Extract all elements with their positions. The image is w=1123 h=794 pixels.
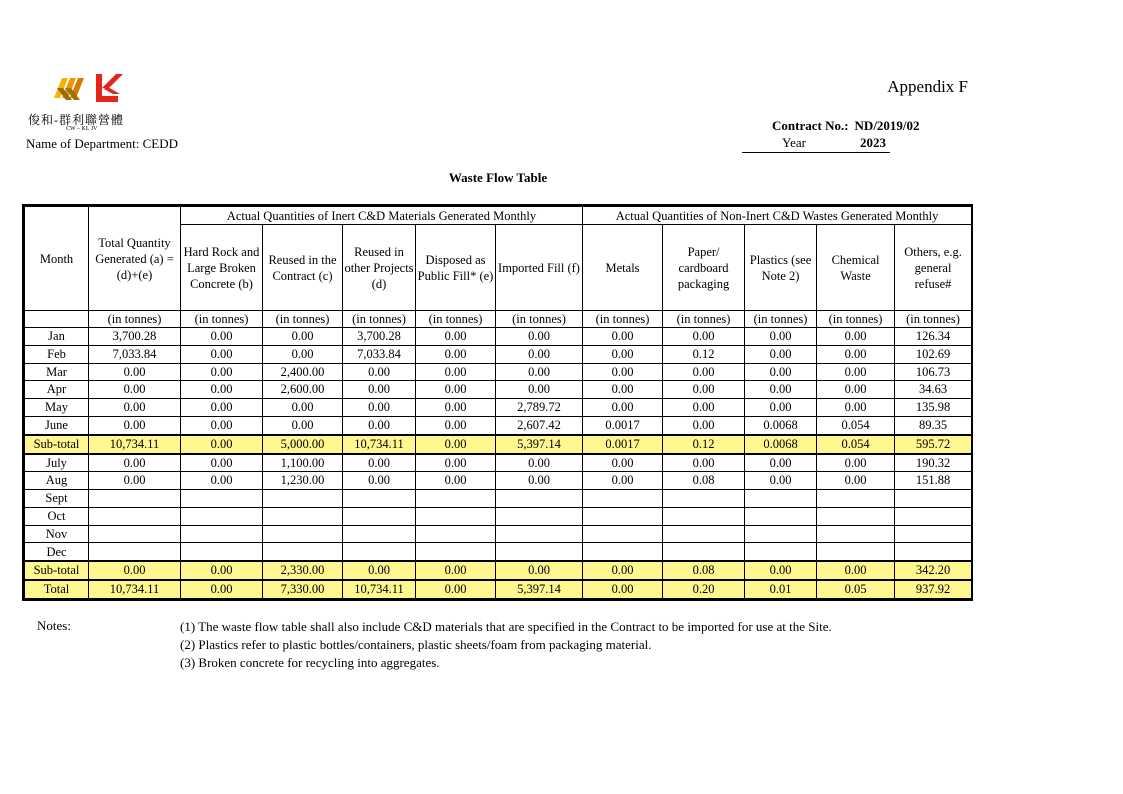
value-cell: 0.00 [416, 381, 496, 399]
month-cell: May [25, 399, 89, 417]
value-cell: 3,700.28 [343, 328, 416, 346]
value-cell: 0.00 [416, 561, 496, 580]
table-row [25, 345, 972, 363]
month-cell: Dec [25, 543, 89, 561]
value-cell: 0.00 [89, 381, 181, 399]
value-cell [583, 543, 663, 561]
value-cell: 0.00 [416, 435, 496, 454]
note-3: (3) Broken concrete for recycling into aggregates. [180, 655, 440, 670]
value-cell: 89.35 [895, 416, 972, 434]
value-cell: 5,397.14 [496, 580, 583, 598]
unit-cell: (in tonnes) [496, 311, 583, 328]
value-cell: 0.00 [89, 472, 181, 490]
value-cell: 0.00 [583, 399, 663, 417]
value-cell [343, 507, 416, 525]
value-cell: 0.00 [263, 345, 343, 363]
value-cell: 0.0068 [745, 435, 817, 454]
value-cell [663, 525, 745, 543]
noninert-group-header: Actual Quantities of Non-Inert C&D Wastes Generated Monthly [583, 207, 972, 225]
value-cell [496, 543, 583, 561]
value-cell: 5,000.00 [263, 435, 343, 454]
table-row [25, 416, 972, 434]
value-cell [663, 543, 745, 561]
value-cell [181, 525, 263, 543]
value-cell: 0.00 [89, 561, 181, 580]
value-cell [895, 490, 972, 508]
value-cell: 126.34 [895, 328, 972, 346]
month-cell: Aug [25, 472, 89, 490]
value-cell: 0.00 [745, 345, 817, 363]
value-cell: 0.00 [181, 345, 263, 363]
value-cell: 0.00 [817, 363, 895, 381]
value-cell [583, 525, 663, 543]
value-cell: 2,600.00 [263, 381, 343, 399]
value-cell: 342.20 [895, 561, 972, 580]
value-cell: 0.00 [181, 435, 263, 454]
value-cell: 0.00 [416, 472, 496, 490]
value-cell: 0.08 [663, 472, 745, 490]
value-cell: 0.00 [181, 561, 263, 580]
value-cell: 0.00 [817, 561, 895, 580]
value-cell: 0.00 [343, 399, 416, 417]
value-cell [745, 543, 817, 561]
value-cell: 0.00 [89, 416, 181, 434]
value-cell: 0.00 [745, 561, 817, 580]
value-cell [895, 507, 972, 525]
value-cell [263, 543, 343, 561]
value-cell: 0.00 [496, 345, 583, 363]
value-cell: 0.00 [583, 454, 663, 472]
value-cell: 0.054 [817, 416, 895, 434]
value-cell: 0.00 [416, 399, 496, 417]
year-value: 2023 [860, 135, 886, 150]
value-cell: 0.00 [663, 381, 745, 399]
value-cell: 0.00 [89, 454, 181, 472]
value-cell: 10,734.11 [89, 580, 181, 598]
value-cell: 0.00 [181, 399, 263, 417]
value-cell [745, 525, 817, 543]
value-cell: 106.73 [895, 363, 972, 381]
value-cell: 0.00 [89, 363, 181, 381]
value-cell: 0.00 [416, 416, 496, 434]
value-cell [583, 507, 663, 525]
value-cell: 0.00 [343, 363, 416, 381]
value-cell [89, 543, 181, 561]
month-cell: July [25, 454, 89, 472]
value-cell: 3,700.28 [89, 328, 181, 346]
value-cell [343, 543, 416, 561]
value-cell [817, 525, 895, 543]
value-cell: 0.0068 [745, 416, 817, 434]
column-header: Reused in other Projects (d) [343, 225, 416, 311]
value-cell [181, 543, 263, 561]
value-cell: 0.00 [583, 472, 663, 490]
value-cell [583, 490, 663, 508]
value-cell [263, 525, 343, 543]
value-cell: 0.00 [263, 399, 343, 417]
table-row [25, 454, 972, 472]
value-cell: 0.054 [817, 435, 895, 454]
value-cell [181, 490, 263, 508]
value-cell [496, 525, 583, 543]
value-cell: 2,789.72 [496, 399, 583, 417]
value-cell: 10,734.11 [343, 435, 416, 454]
month-cell: Oct [25, 507, 89, 525]
value-cell: 0.00 [181, 328, 263, 346]
value-cell: 151.88 [895, 472, 972, 490]
column-header: Hard Rock and Large Broken Concrete (b) [181, 225, 263, 311]
value-cell: 0.00 [89, 399, 181, 417]
value-cell [663, 507, 745, 525]
value-cell: 0.08 [663, 561, 745, 580]
value-cell: 0.00 [663, 399, 745, 417]
value-cell: 0.00 [663, 454, 745, 472]
value-cell: 0.12 [663, 345, 745, 363]
value-cell: 0.00 [583, 381, 663, 399]
value-cell: 0.00 [663, 328, 745, 346]
table-title: Waste Flow Table [448, 170, 548, 185]
value-cell [416, 507, 496, 525]
value-cell: 0.0017 [583, 416, 663, 434]
value-cell: 2,330.00 [263, 561, 343, 580]
table-row [25, 490, 972, 508]
value-cell: 0.00 [343, 454, 416, 472]
waste-flow-table [22, 204, 973, 601]
value-cell: 0.00 [416, 328, 496, 346]
notes-label: Notes: [37, 618, 71, 633]
year-row [742, 135, 890, 153]
value-cell [343, 490, 416, 508]
value-cell [745, 507, 817, 525]
unit-cell: (in tonnes) [416, 311, 496, 328]
value-cell: 0.00 [181, 381, 263, 399]
value-cell [895, 525, 972, 543]
value-cell [745, 490, 817, 508]
value-cell: 0.00 [181, 363, 263, 381]
unit-cell: (in tonnes) [663, 311, 745, 328]
value-cell: 0.00 [416, 345, 496, 363]
value-cell: 0.0017 [583, 435, 663, 454]
value-cell: 1,230.00 [263, 472, 343, 490]
value-cell [817, 490, 895, 508]
value-cell: 0.00 [745, 328, 817, 346]
value-cell [895, 543, 972, 561]
value-cell: 0.05 [817, 580, 895, 598]
table-row [25, 435, 972, 454]
table-row [25, 507, 972, 525]
column-header: Paper/ cardboard packaging [663, 225, 745, 311]
unit-cell: (in tonnes) [263, 311, 343, 328]
value-cell [89, 507, 181, 525]
value-cell: 0.00 [745, 399, 817, 417]
value-cell: 0.00 [181, 416, 263, 434]
column-header: Chemical Waste [817, 225, 895, 311]
column-header: Imported Fill (f) [496, 225, 583, 311]
value-cell: 7,330.00 [263, 580, 343, 598]
month-cell: Jan [25, 328, 89, 346]
month-cell: Mar [25, 363, 89, 381]
month-header: Month [25, 207, 89, 311]
value-cell: 0.00 [343, 561, 416, 580]
value-cell: 0.00 [181, 472, 263, 490]
month-cell: Nov [25, 525, 89, 543]
table-row [25, 328, 972, 346]
note-2: (2) Plastics refer to plastic bottles/containers, plastic sheets/foam from packaging material. [180, 637, 652, 652]
unit-cell: (in tonnes) [583, 311, 663, 328]
table-row [25, 561, 972, 580]
value-cell: 2,607.42 [496, 416, 583, 434]
table-row [25, 580, 972, 598]
value-cell: 0.00 [817, 454, 895, 472]
unit-cell: (in tonnes) [343, 311, 416, 328]
value-cell: 937.92 [895, 580, 972, 598]
value-cell: 0.00 [583, 561, 663, 580]
table-row [25, 543, 972, 561]
value-cell: 190.32 [895, 454, 972, 472]
value-cell: 1,100.00 [263, 454, 343, 472]
column-header: Others, e.g. general refuse# [895, 225, 972, 311]
value-cell: 0.00 [745, 454, 817, 472]
value-cell [416, 525, 496, 543]
note-1: (1) The waste flow table shall also include C&D materials that are specified in the Contract to be imported for use at the Site. [180, 619, 832, 634]
value-cell [496, 490, 583, 508]
table-row [25, 525, 972, 543]
logo-chinese-text: 俊和-群利聯營體 [28, 113, 124, 127]
contract-value: ND/2019/02 [854, 118, 920, 133]
value-cell: 0.00 [496, 363, 583, 381]
value-cell: 0.00 [745, 472, 817, 490]
value-cell [181, 507, 263, 525]
value-cell: 5,397.14 [496, 435, 583, 454]
value-cell: 0.01 [745, 580, 817, 598]
unit-cell: (in tonnes) [817, 311, 895, 328]
year-label: Year [782, 135, 806, 150]
cw-logo-icon [54, 78, 84, 100]
notes [180, 618, 832, 672]
value-cell: 0.00 [745, 363, 817, 381]
value-cell: 0.00 [817, 399, 895, 417]
value-cell: 0.12 [663, 435, 745, 454]
month-cell: Sub-total [25, 561, 89, 580]
unit-cell: (in tonnes) [895, 311, 972, 328]
value-cell [496, 507, 583, 525]
month-cell: Feb [25, 345, 89, 363]
month-cell: June [25, 416, 89, 434]
value-cell: 7,033.84 [343, 345, 416, 363]
company-logo [52, 72, 124, 106]
value-cell: 0.00 [663, 363, 745, 381]
value-cell: 0.00 [416, 363, 496, 381]
value-cell: 0.00 [817, 472, 895, 490]
value-cell [343, 525, 416, 543]
value-cell [89, 525, 181, 543]
table-row [25, 363, 972, 381]
contract-label: Contract No.: [772, 118, 849, 133]
value-cell: 0.00 [817, 328, 895, 346]
value-cell: 0.00 [745, 381, 817, 399]
value-cell [263, 490, 343, 508]
contract-number [772, 118, 920, 134]
value-cell: 0.00 [416, 454, 496, 472]
value-cell: 2,400.00 [263, 363, 343, 381]
value-cell: 10,734.11 [89, 435, 181, 454]
value-cell: 0.00 [817, 345, 895, 363]
value-cell: 0.20 [663, 580, 745, 598]
value-cell [89, 490, 181, 508]
value-cell: 0.00 [496, 381, 583, 399]
value-cell: 0.00 [496, 472, 583, 490]
value-cell: 0.00 [583, 363, 663, 381]
value-cell: 0.00 [496, 328, 583, 346]
column-header: Metals [583, 225, 663, 311]
value-cell [416, 490, 496, 508]
unit-cell: (in tonnes) [745, 311, 817, 328]
value-cell [817, 507, 895, 525]
column-header: Reused in the Contract (c) [263, 225, 343, 311]
value-cell: 7,033.84 [89, 345, 181, 363]
table-row [25, 472, 972, 490]
value-cell: 0.00 [817, 381, 895, 399]
department-name: Name of Department: CEDD [26, 136, 178, 151]
value-cell: 0.00 [496, 454, 583, 472]
value-cell: 0.00 [583, 328, 663, 346]
value-cell: 0.00 [263, 328, 343, 346]
value-cell: 10,734.11 [343, 580, 416, 598]
table-row [25, 381, 972, 399]
column-header: Disposed as Public Fill* (e) [416, 225, 496, 311]
value-cell: 0.00 [343, 381, 416, 399]
value-cell: 0.00 [663, 416, 745, 434]
value-cell: 135.98 [895, 399, 972, 417]
inert-group-header: Actual Quantities of Inert C&D Materials Generated Monthly [181, 207, 583, 225]
value-cell: 0.00 [181, 580, 263, 598]
value-cell [663, 490, 745, 508]
value-cell: 0.00 [343, 416, 416, 434]
month-cell: Sub-total [25, 435, 89, 454]
value-cell [416, 543, 496, 561]
unit-cell: (in tonnes) [181, 311, 263, 328]
value-cell: 0.00 [416, 580, 496, 598]
logo-subtext: CW – KL JV [66, 126, 98, 132]
appendix-label: Appendix F [887, 77, 968, 96]
kl-logo-icon [96, 74, 123, 102]
unit-cell: (in tonnes) [89, 311, 181, 328]
value-cell [817, 543, 895, 561]
total-quantity-header: Total Quantity Generated (a) = (d)+(e) [89, 207, 181, 311]
value-cell: 0.00 [583, 345, 663, 363]
value-cell: 0.00 [583, 580, 663, 598]
month-cell: Total [25, 580, 89, 598]
unit-cell-empty [25, 311, 89, 328]
table-row [25, 399, 972, 417]
value-cell [263, 507, 343, 525]
value-cell: 34.63 [895, 381, 972, 399]
value-cell: 0.00 [496, 561, 583, 580]
value-cell: 102.69 [895, 345, 972, 363]
month-cell: Sept [25, 490, 89, 508]
month-cell: Apr [25, 381, 89, 399]
value-cell: 0.00 [343, 472, 416, 490]
column-header: Plastics (see Note 2) [745, 225, 817, 311]
value-cell: 595.72 [895, 435, 972, 454]
value-cell: 0.00 [263, 416, 343, 434]
value-cell: 0.00 [181, 454, 263, 472]
